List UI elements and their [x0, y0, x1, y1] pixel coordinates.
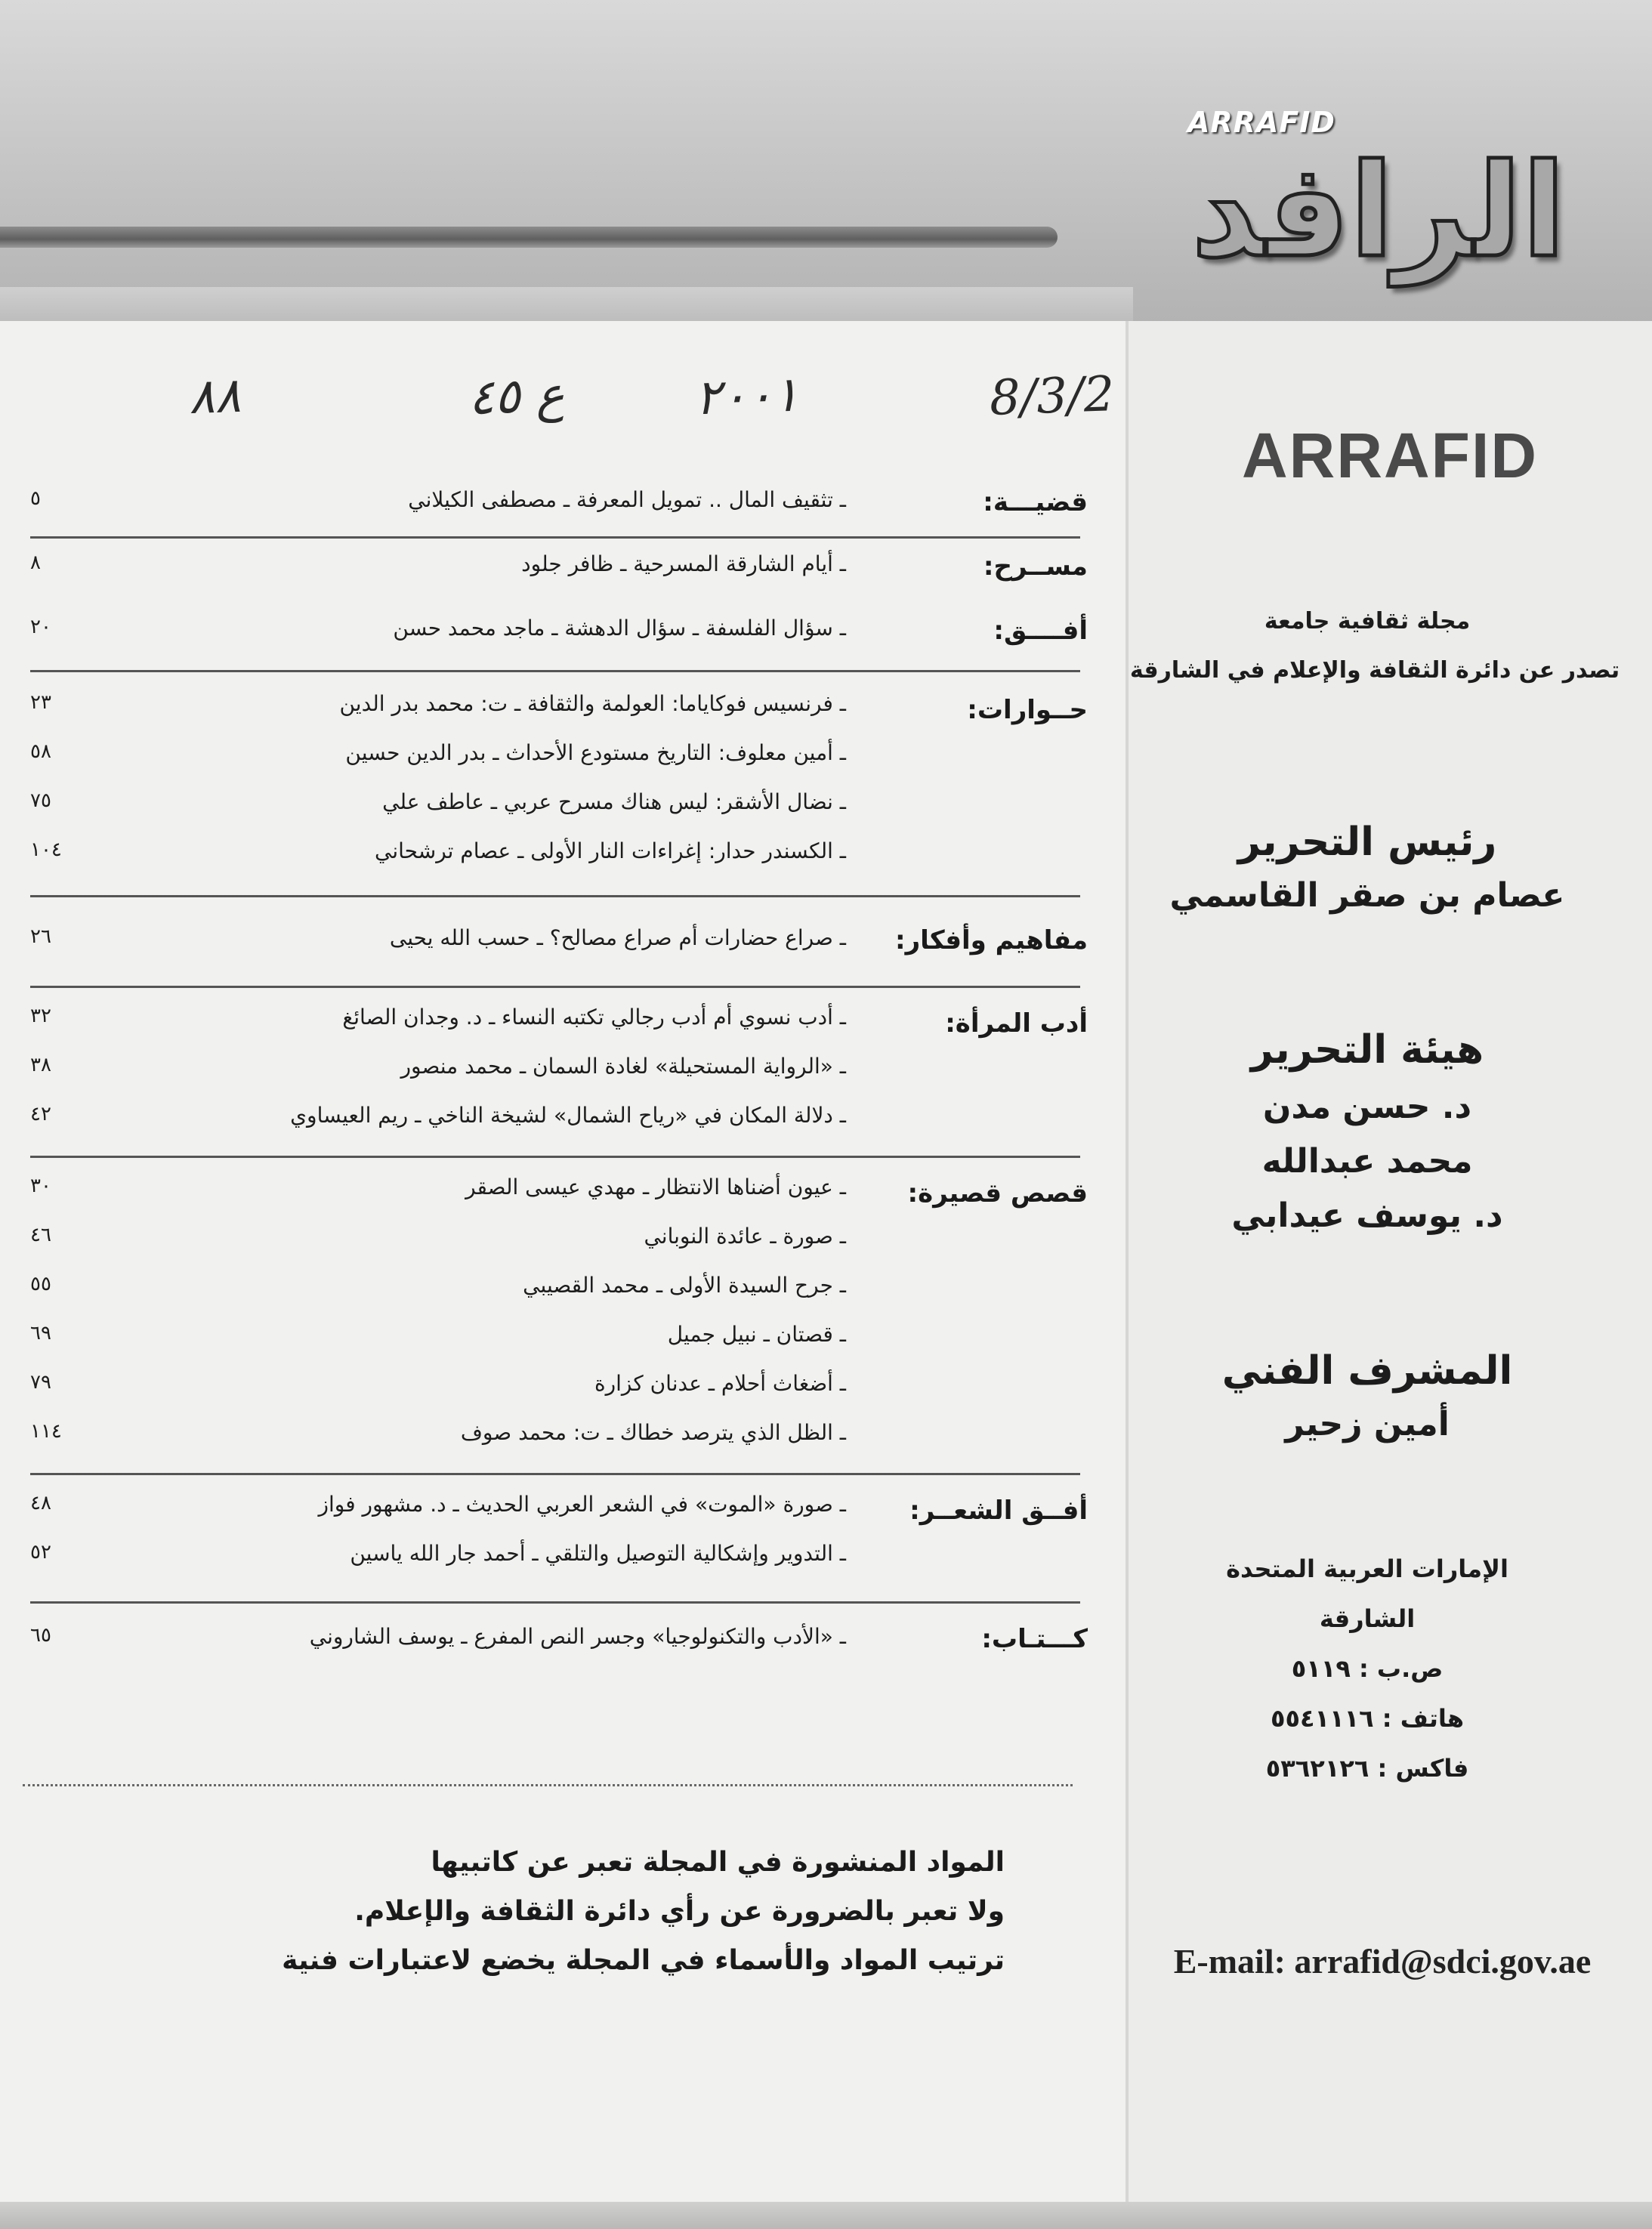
toc-entry[interactable]: [30, 789, 1088, 826]
email-address[interactable]: E-mail: arrafid@sdci.gov.ae: [1173, 1942, 1592, 1980]
toc-entry[interactable]: [30, 1420, 1088, 1456]
toc-entry-page: ٥: [30, 487, 41, 510]
tagline-2: تصدر عن دائرة الثقافة والإعلام في الشارقة: [1129, 657, 1620, 684]
art-director-label: المشرف الفني: [1221, 1348, 1513, 1394]
toc-entry-page: ٣٨: [30, 1054, 51, 1076]
toc-entry[interactable]: [30, 838, 1088, 875]
toc-entry[interactable]: [30, 1322, 1088, 1358]
handwritten-note-a: 8/3/2: [988, 366, 1116, 427]
disclaimer-line-3: ترتيب المواد والأسماء في المجلة يخضع لاعتبارات فنية: [282, 1945, 1005, 1976]
toc-category: حــوارات:: [967, 695, 1088, 725]
art-director-name: أمين زحير: [1285, 1405, 1450, 1443]
toc-entry-page: ٣٢: [30, 1005, 51, 1027]
brand-title: ARRAFID: [1242, 420, 1538, 491]
toc-entry-page: ٥٥: [30, 1273, 51, 1295]
toc-entry[interactable]: [30, 1624, 1088, 1660]
disclaimer-line-1: المواد المنشورة في المجلة تعبر عن كاتبيها: [431, 1847, 1005, 1878]
toc-entry-title: ـ قصتان ـ نبيل جميل: [667, 1322, 846, 1347]
logo-latin: ARRAFID: [1187, 106, 1335, 139]
toc-entry-page: ٦٥: [30, 1624, 51, 1647]
section-divider: [30, 536, 1080, 539]
toc-entry-title: ـ «الرواية المستحيلة» لغادة السمان ـ محمد منصور: [400, 1054, 846, 1079]
toc-entry-title: ـ الظل الذي يترصد خطاك ـ ت: محمد صوف: [460, 1420, 846, 1445]
toc-entry-page: ٥٢: [30, 1541, 51, 1564]
toc-entry-title: ـ أضغاث أحلام ـ عدنان كزارة: [594, 1371, 846, 1396]
section-divider: [30, 1473, 1080, 1475]
toc-entry-title: ـ عيون أضناها الانتظار ـ مهدي عيسى الصقر: [465, 1175, 846, 1199]
toc-entry-title: ـ «الأدب والتكنولوجيا» وجسر النص المفرع ـ يوسف الشاروني: [309, 1624, 846, 1649]
toc-entry-page: ٢٠: [30, 616, 51, 638]
toc-entry-page: ٤٢: [30, 1103, 51, 1125]
banner-groove: [0, 227, 1058, 248]
toc-entry-page: ٢٦: [30, 925, 51, 948]
editorial-board-label: هيئة التحرير: [1250, 1027, 1484, 1073]
toc-entry-title: ـ التدوير وإشكالية التوصيل والتلقي ـ أحمد جار الله ياسين: [350, 1541, 846, 1566]
section-divider: [30, 986, 1080, 988]
toc-entry-page: ١٠٤: [30, 838, 62, 861]
toc-category: كـــتـاب:: [981, 1624, 1088, 1654]
toc-entry[interactable]: [30, 1541, 1088, 1577]
banner-band: [0, 287, 1133, 321]
section-divider: [30, 670, 1080, 672]
toc-entry[interactable]: [30, 691, 1088, 727]
address-city: الشارقة: [1319, 1604, 1416, 1633]
toc-entry-title: ـ نضال الأشقر: ليس هناك مسرح عربي ـ عاطف علي: [382, 789, 846, 814]
handwritten-note-c: ع ٤٥: [467, 366, 566, 427]
toc-entry-page: ٧٩: [30, 1371, 51, 1394]
toc-entry-title: ـ أدب نسوي أم أدب رجالي تكتبه النساء ـ د. وجدان الصائغ: [342, 1005, 846, 1030]
toc-entry-title: ـ أمين معلوف: التاريخ مستودع الأحداث ـ بدر الدين حسين: [345, 740, 846, 765]
po-box: ص.ب : ٥١١٩: [1291, 1654, 1444, 1683]
phone-number: هاتف : ٥٥٤١١١٦: [1270, 1704, 1465, 1733]
toc-entry[interactable]: [30, 1492, 1088, 1528]
toc-entry[interactable]: [30, 1273, 1088, 1309]
section-divider: [30, 895, 1080, 897]
toc-entry[interactable]: [30, 1054, 1088, 1090]
editor-in-chief-label: رئيس التحرير: [1237, 820, 1497, 865]
logo-arabic: الرافد: [1191, 137, 1566, 286]
address-country: الإمارات العربية المتحدة: [1226, 1554, 1508, 1583]
editorial-board-member-2: محمد عبدالله: [1261, 1142, 1473, 1181]
toc-entry-title: ـ دلالة المكان في «رياح الشمال» لشيخة الناخي ـ ريم العيساوي: [290, 1103, 846, 1128]
toc-entry[interactable]: [30, 1175, 1088, 1211]
toc-entry-title: ـ صورة «الموت» في الشعر العربي الحديث ـ د. مشهور فواز: [318, 1492, 846, 1517]
bottom-strip: [0, 2202, 1652, 2229]
toc-entry-title: ـ سؤال الفلسفة ـ سؤال الدهشة ـ ماجد محمد حسن: [393, 616, 846, 641]
toc-entry[interactable]: [30, 1371, 1088, 1407]
toc-entry-title: ـ صراع حضارات أم صراع مصالح؟ ـ حسب الله يحيى: [389, 925, 846, 950]
toc-entry-page: ٥٨: [30, 740, 51, 763]
tagline-1: مجلة ثقافية جامعة: [1264, 608, 1471, 634]
section-divider: [30, 1156, 1080, 1158]
toc-category: قضيـــة:: [983, 487, 1088, 517]
toc-entry[interactable]: [30, 740, 1088, 776]
toc-entry-page: ١١٤: [30, 1420, 62, 1443]
toc-entry[interactable]: [30, 487, 1088, 523]
toc-category: مفاهيم وأفكار:: [895, 925, 1088, 956]
toc-entry-title: ـ تثقيف المال .. تمويل المعرفة ـ مصطفى الكيلاني: [408, 487, 846, 512]
toc-category: مســرح:: [983, 551, 1088, 582]
toc-entry-page: ٧٥: [30, 789, 51, 812]
dotted-divider: [23, 1784, 1073, 1786]
editorial-board-member-1: د. حسن مدن: [1262, 1088, 1472, 1126]
toc-entry-title: ـ جرح السيدة الأولى ـ محمد القصيبي: [523, 1273, 846, 1298]
toc-entry-title: ـ صورة ـ عائدة النوباني: [644, 1224, 846, 1249]
editor-in-chief-name: عصام بن صقر القاسمي: [1169, 876, 1565, 915]
handwritten-note-b: ٢٠٠١: [693, 366, 800, 427]
toc-entry-title: ـ أيام الشارقة المسرحية ـ ظافر جلود: [521, 551, 846, 576]
toc-category: أفــق الشعــر:: [909, 1496, 1088, 1526]
toc-entry[interactable]: [30, 551, 1088, 588]
editorial-board-member-3: د. يوسف عيدابي: [1231, 1196, 1503, 1235]
toc-entry-page: ٦٩: [30, 1322, 51, 1345]
fax-number: فاكس : ٥٣٦٢١٢٦: [1265, 1754, 1469, 1783]
toc-entry-page: ٢٣: [30, 691, 51, 714]
toc-entry[interactable]: [30, 1103, 1088, 1139]
toc-entry[interactable]: [30, 925, 1088, 962]
toc-entry-page: ٤٦: [30, 1224, 51, 1246]
toc-entry-page: ٣٠: [30, 1175, 51, 1197]
toc-entry-title: ـ فرنسيس فوكاياما: العولمة والثقافة ـ ت: محمد بدر الدين: [339, 691, 846, 716]
handwritten-note-d: ٨٨: [187, 367, 242, 426]
toc-entry-title: ـ الكسندر حدار: إغراءات النار الأولى ـ عصام ترشحاني: [375, 838, 846, 863]
toc-entry[interactable]: [30, 1224, 1088, 1260]
toc-category: أدب المرأة:: [945, 1008, 1088, 1039]
toc-entry-page: ٨: [30, 551, 41, 574]
toc-category: قصص قصيرة:: [907, 1178, 1088, 1209]
toc-entry-page: ٤٨: [30, 1492, 51, 1514]
disclaimer-line-2: ولا تعبر بالضرورة عن رأي دائرة الثقافة والإعلام.: [354, 1896, 1005, 1927]
section-divider: [30, 1601, 1080, 1604]
toc-category: أفــــق:: [993, 616, 1088, 646]
toc-entry[interactable]: [30, 616, 1088, 652]
toc-entry[interactable]: [30, 1005, 1088, 1041]
